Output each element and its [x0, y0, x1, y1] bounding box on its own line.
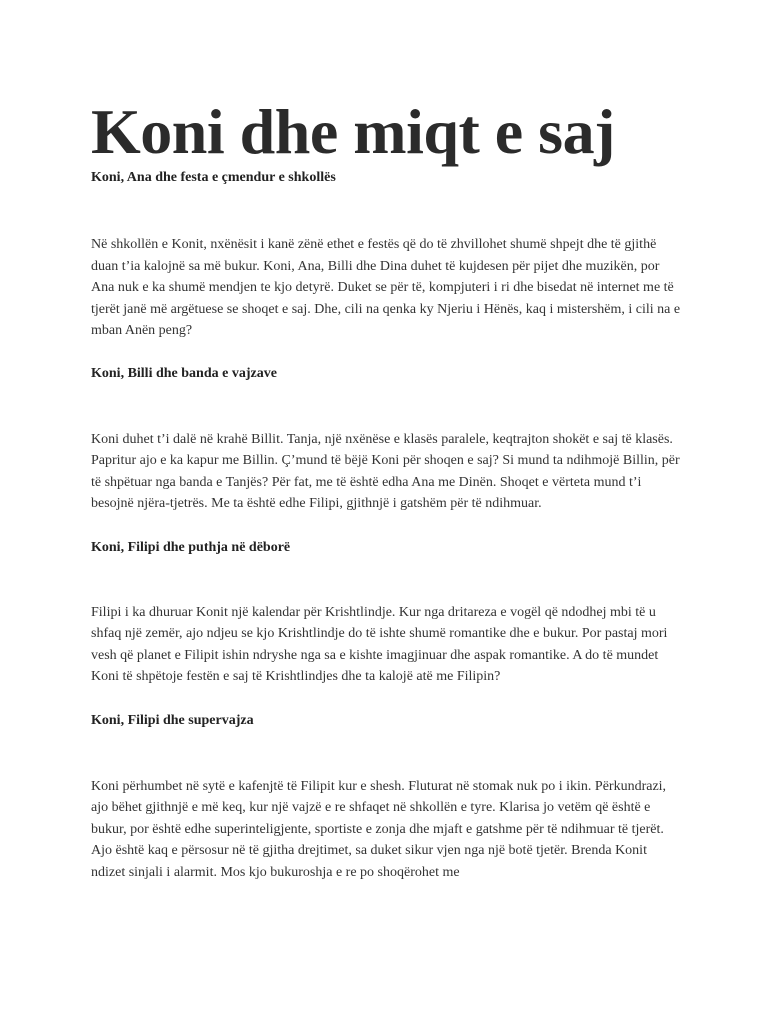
- section-paragraph: Koni përhumbet në sytë e kafenjtë të Filipit kur e shesh. Fluturat në stomak nuk po i ikin. Përkundrazi, ajo bëhet gjithnjë e më keq, kur një vajzë e re shfaqet në shkollën e tyre. Klarisa jo vetëm që është e bukur, por është edhe superinteligjente, sportiste e zonja dhe mjaft e gatshme për të ndihmuar të tjerët. Ajo është kaq e përsosur në të gjitha drejtimet, sa duket sikur vjen nga një botë tjetër. Brenda Konit ndizet sinjali i alarmit. Mos kjo bukuroshja e re po shoqërohet me: [91, 778, 667, 880]
- document-title: Koni dhe miqt e saj: [91, 96, 615, 167]
- document-page: [91, 96, 681, 883]
- section-heading: Koni, Billi dhe banda e vajzave: [91, 365, 277, 381]
- section-heading: Koni, Filipi dhe supervajza: [91, 712, 254, 728]
- section-paragraph: Koni duhet t’i dalë në krahë Billit. Tanja, një nxënëse e klasës paralele, keqtrajton shokët e saj të klasës. Papritur ajo e ka kapur me Billin. Ç’mund të bëjë Koni për shoqen e saj? Si mund ta ndihmojë Billin, për të shpëtuar nga banda e Tanjës? Për fat, me të është edha Ana me Dinën. Shoqet e vërteta mund t’i besojnë njëra-tjetrës. Me ta është edhe Filipi, gjithnjë i gatshëm për të ndihmuar.: [91, 431, 680, 511]
- section-paragraph: Filipi i ka dhuruar Konit një kalendar për Krishtlindje. Kur nga dritareza e vogël që ndodhej mbi të u shfaq një zemër, ajo ndjeu se kjo Krishtlindje do të ishte shumë romantike dhe e bukur. Por pastaj mori vesh që planet e Filipit ishin ndryshe nga sa e kishte imagjinuar dhe aspak romantike. A do të mundet Koni të shpëtoje festën e saj të Krishtlindjes dhe ta kalojë atë me Filipin?: [91, 604, 668, 684]
- section-paragraph: Në shkollën e Konit, nxënësit i kanë zënë ethet e festës që do të zhvillohet shumë shpejt dhe të gjithë duan t’ia kalojnë sa më bukur. Koni, Ana, Billi dhe Dina duhet të kujdesen për pijet dhe muzikën, por Ana nuk e ka shumë mendjen te kjo detyrë. Duket se për të, kompjuteri i ri dhe bisedat në internet me të tjerët janë më argëtuese se shoqet e saj. Dhe, cili na qenka ky Njeriu i Hënës, kaq i mistershëm, i cili na e mban Anën peng?: [91, 237, 681, 338]
- section-heading: Koni, Filipi dhe puthja në dëborë: [91, 539, 291, 555]
- section-heading: Koni, Ana dhe festa e çmendur e shkollës: [91, 170, 336, 185]
